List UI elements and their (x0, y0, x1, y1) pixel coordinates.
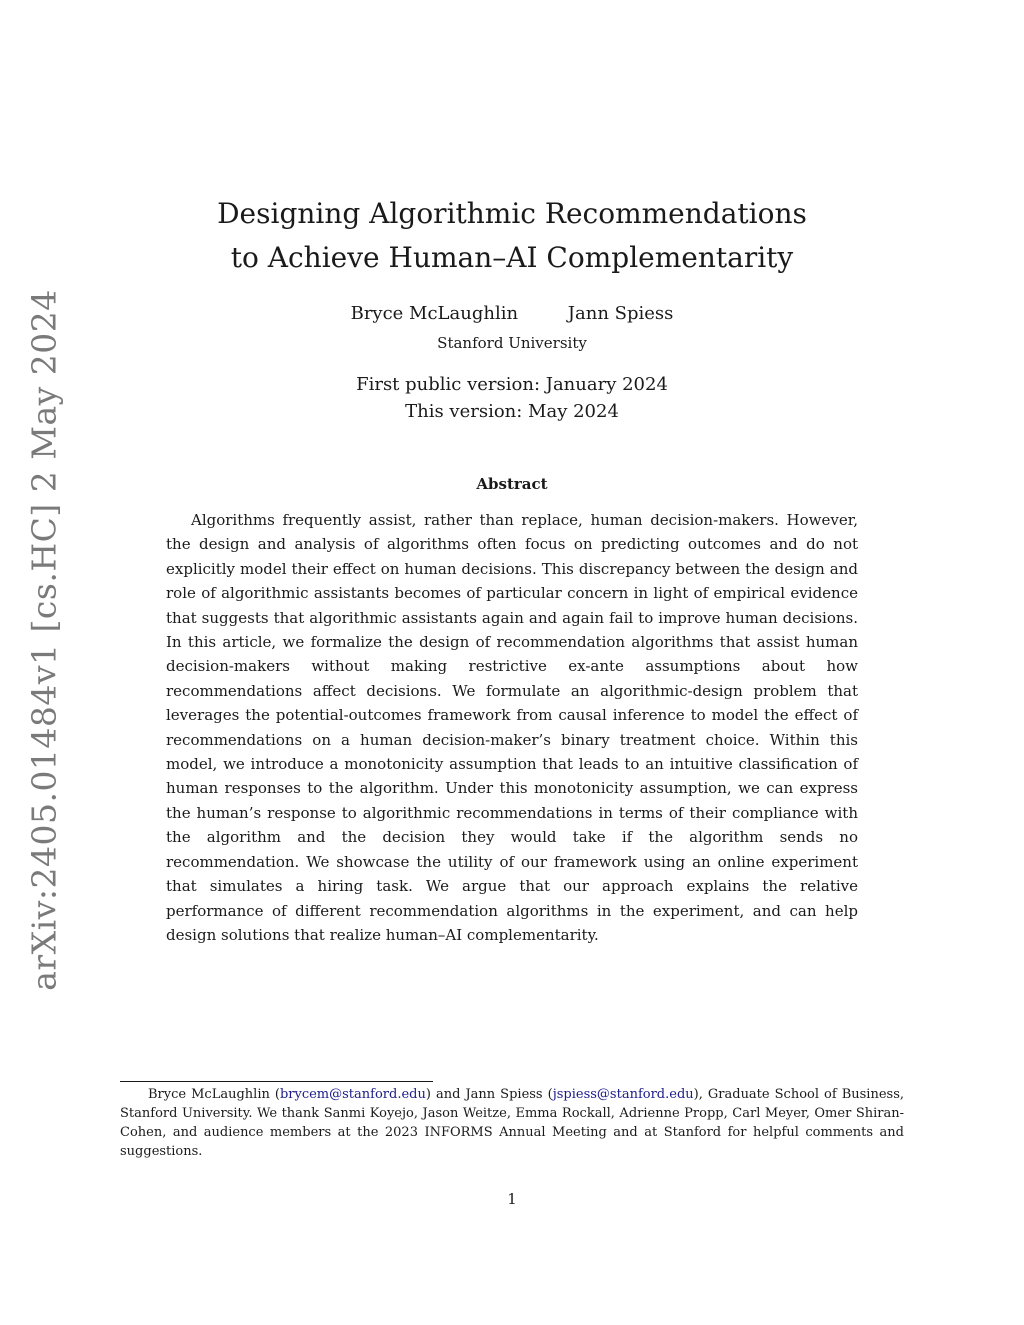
title-line-1: Designing Algorithmic Recommendations (217, 197, 807, 230)
version-info (0, 371, 1024, 425)
abstract-heading: Abstract (476, 475, 548, 493)
author-list (0, 302, 1024, 326)
title-line-2: to Achieve Human–AI Complementarity (230, 241, 794, 274)
footnote-divider (120, 1081, 433, 1082)
this-version: This version: May 2024 (405, 401, 619, 422)
first-version: First public version: January 2024 (356, 374, 668, 395)
email-link-jspiess[interactable]: jspiess@stanford.edu (552, 1087, 694, 1102)
arxiv-identifier: arXiv:2405.01484v1 [cs.HC] 2 May 2024 (24, 289, 64, 991)
author-footnote (120, 1085, 904, 1161)
footnote-text-3: ), Graduate School of Business, Stanford University. We thank Sanmi Koyejo, Jason Weitze, Emma Rockall, Adrienne Propp, Carl Meyer, Omer Shiran-Cohen, and audience members at the 2023 INFORMS Annual Meeting and at Stanford for helpful comments and suggestions. (120, 1087, 905, 1159)
author-2: Jann Spiess (567, 303, 674, 324)
abstract-body: Algorithms frequently assist, rather than replace, human decision-makers. However, the design and analysis of algorithms often focus on predicting outcomes and do not explicitly model their effect on human decisions. This discrepancy between the design and role of algorithmic assistants becomes of particular concern in light of empirical evidence that suggests that algorithmic assistants again and again fail to improve human decisions. In this article, we formalize the design of recommendation algorithms that assist human decision-makers without making restrictive ex-ante assumptions about how recommendations affect decisions. We formulate an algorithmic-design problem that leverages the potential-outcomes framework from causal inference to model the effect of recommendations on a human decision-maker’s binary treatment choice. Within this model, we introduce a monotonicity assumption that leads to an intuitive classification of human responses to the algorithm. Under this monotonicity assumption, we can express the human’s response to algorithmic recommendations in terms of their compliance with the algorithm and the decision they would take if the algorithm sends no recommendation. We showcase the utility of our framework using an online experiment that simulates a hiring task. We argue that our approach explains the relative performance of different recommendation algorithms in the experiment, and can help design solutions that realize human–AI complementarity. (166, 511, 858, 944)
email-link-brycem[interactable]: brycem@stanford.edu (279, 1087, 426, 1102)
footnote-text-2: ) and Jann Spiess ( (425, 1087, 553, 1102)
affiliation: Stanford University (437, 334, 587, 352)
author-1: Bryce McLaughlin (350, 303, 519, 324)
footnote-text-1: Bryce McLaughlin ( (148, 1087, 280, 1102)
page-number: 1 (507, 1190, 517, 1208)
paper-title (0, 192, 1024, 280)
